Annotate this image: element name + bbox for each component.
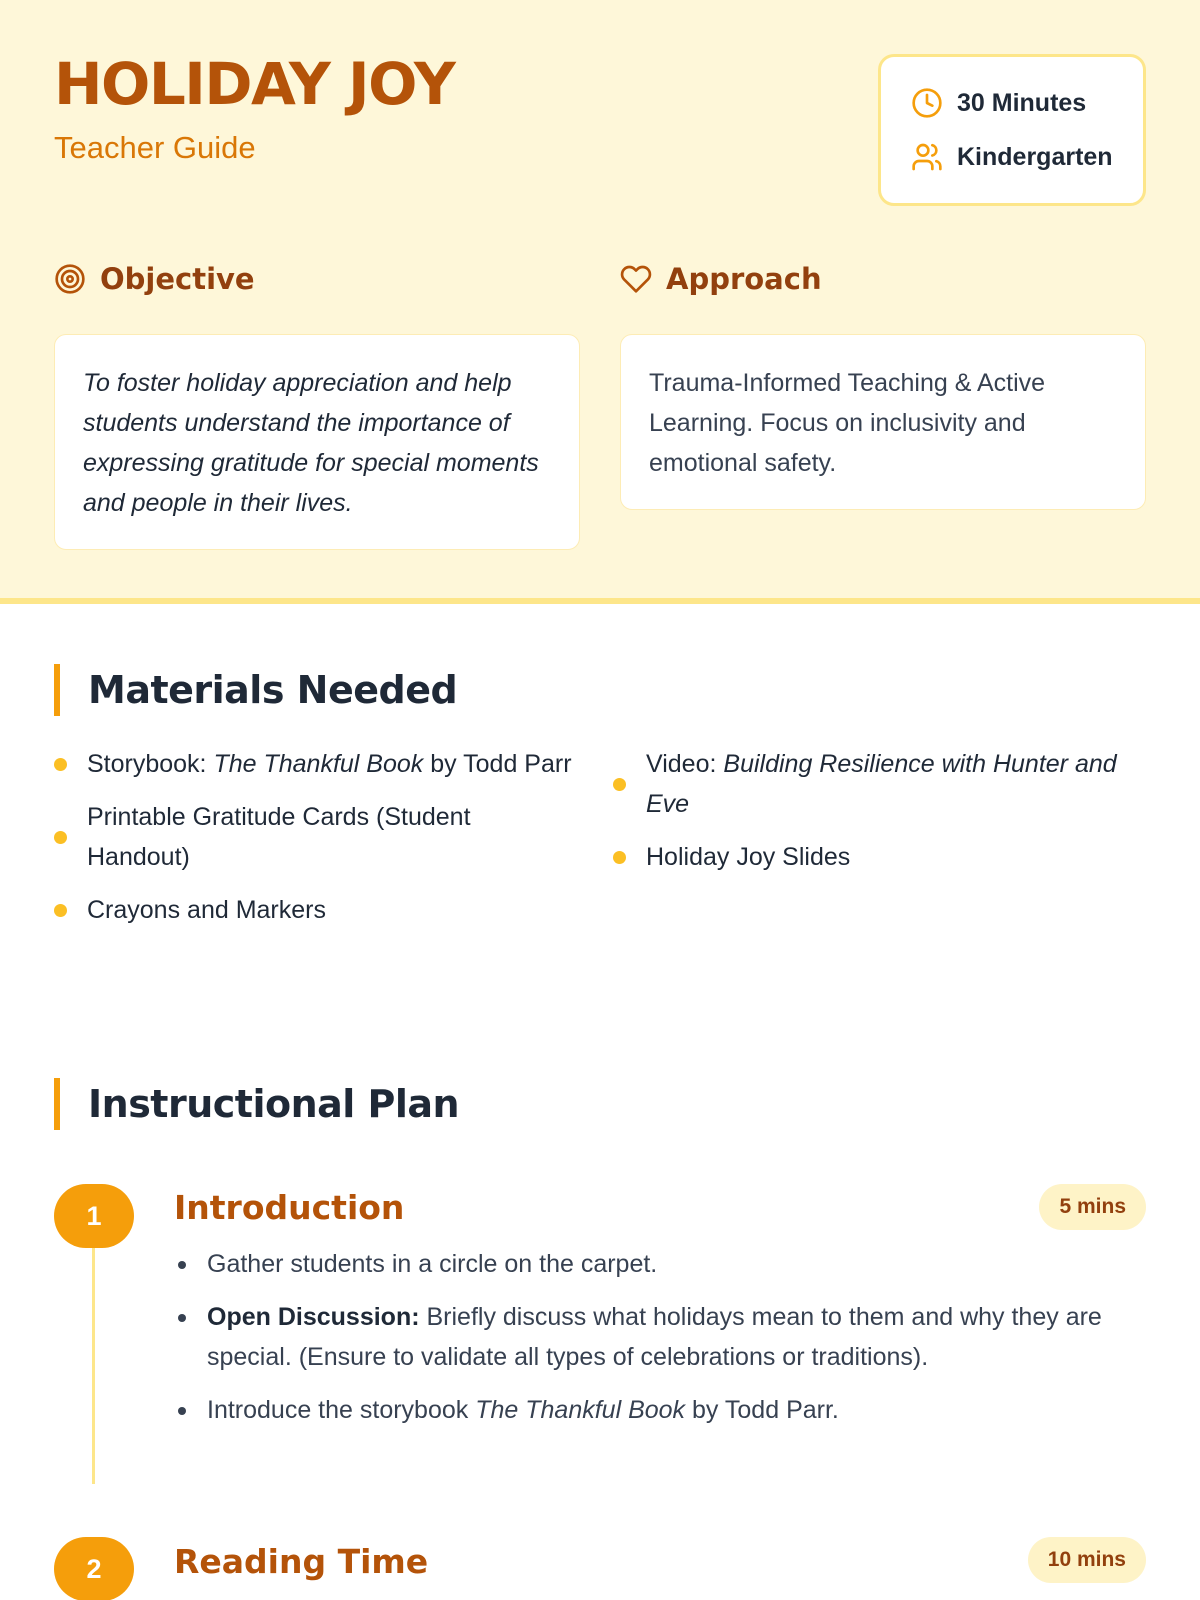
step-number-badge: 1 — [54, 1184, 134, 1248]
duration-row — [911, 87, 1086, 119]
grade-row — [911, 141, 1113, 173]
list-item: Storybook: The Thankful Book by Todd Parr — [54, 744, 574, 784]
list-item: Printable Gratitude Cards (Student Handout) — [54, 797, 574, 877]
list-item: Open Discussion: Briefly discuss what holidays mean to them and why they are special. (Ensure to validate all types of celebrations or traditions). — [178, 1297, 1138, 1377]
list-item: Holiday Joy Slides — [613, 837, 1153, 877]
list-item: Video: Building Resilience with Hunter and Eve — [613, 744, 1153, 824]
page-title: HOLIDAY JOY — [54, 50, 455, 118]
list-item: Crayons and Markers — [54, 890, 574, 930]
objective-heading — [54, 262, 255, 296]
list-item: Gather students in a circle on the carpet. — [178, 1244, 1138, 1284]
target-icon — [54, 263, 86, 295]
approach-box: Trauma-Informed Teaching & Active Learning. Focus on inclusivity and emotional safety. — [620, 334, 1146, 510]
clock-icon — [911, 87, 943, 119]
materials-list-right — [613, 744, 1153, 890]
heart-icon — [620, 263, 652, 295]
objective-heading-label: Objective — [100, 262, 255, 296]
step-timeline-line — [92, 1230, 95, 1484]
header-banner — [0, 0, 1200, 604]
step-title: Introduction — [174, 1188, 405, 1227]
materials-list-left — [54, 744, 574, 943]
step-number-badge: 2 — [54, 1537, 134, 1600]
users-icon — [911, 141, 943, 173]
objective-box: To foster holiday appreciation and help students understand the importance of expressing gratitude for special moments and people in their lives. — [54, 334, 580, 550]
list-item: Introduce the storybook The Thankful Book by Todd Parr. — [178, 1390, 1138, 1430]
plan-heading: Instructional Plan — [54, 1078, 459, 1130]
grade-text: Kindergarten — [957, 142, 1113, 171]
step-1-bullets — [178, 1244, 1138, 1443]
step-duration-badge: 5 mins — [1039, 1184, 1146, 1230]
lesson-meta-card — [878, 54, 1146, 206]
approach-heading — [620, 262, 822, 296]
step-duration-badge: 10 mins — [1028, 1537, 1146, 1583]
materials-heading: Materials Needed — [54, 664, 457, 716]
duration-text: 30 Minutes — [957, 88, 1087, 117]
approach-heading-label: Approach — [666, 262, 822, 296]
page-subtitle: Teacher Guide — [54, 130, 256, 165]
step-title: Reading Time — [174, 1542, 429, 1581]
